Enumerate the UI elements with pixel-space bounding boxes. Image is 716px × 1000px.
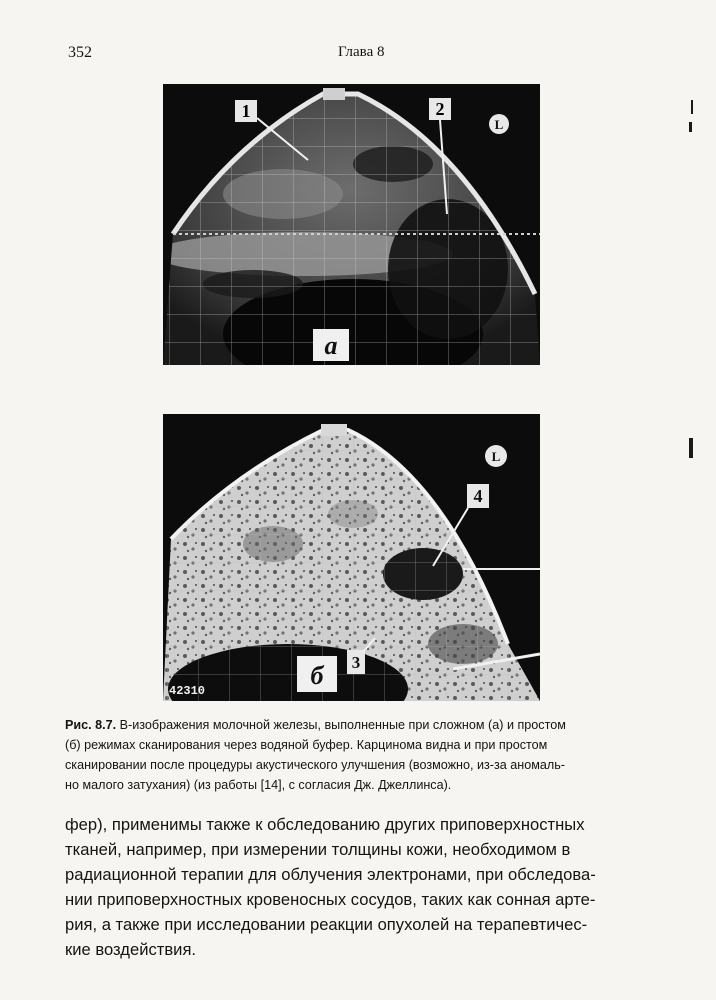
figure-caption (65, 715, 637, 795)
figure-a-ultrasound-image (163, 84, 540, 365)
image-code: 42310 (169, 684, 206, 698)
callout-4: 4 (473, 486, 483, 506)
panel-letter-a: а (324, 331, 338, 360)
body-line: рия, а также при исследовании реакции опухолей на терапевтичес- (65, 915, 588, 934)
page-number: 352 (68, 44, 92, 61)
callout-3: 3 (351, 653, 361, 672)
body-line: кие воздействия. (65, 940, 197, 959)
caption-line: сканировании после процедуры акустического улучшения (возможно, из-за аномаль- (65, 758, 565, 772)
body-line: радиационной терапии для облучения электронами, при обследова- (65, 865, 596, 884)
body-line: тканей, например, при измерении толщины кожи, необходимом в (65, 840, 571, 859)
callout-1: 1 (241, 101, 251, 121)
caption-line: Рис. 8.7. В-изображения молочной железы, выполненные при сложном (а) и простом (65, 718, 566, 732)
margin-mark (691, 100, 693, 114)
caption-line: но малого затухания) (из работы [14], с согласия Дж. Джеллинса). (65, 778, 452, 792)
margin-mark (689, 438, 693, 458)
l-marker: L (491, 449, 501, 464)
caption-label: Рис. 8.7. (65, 718, 117, 732)
l-marker: L (494, 117, 504, 132)
body-paragraph (65, 812, 637, 962)
body-line: нии приповерхностных кровеносных сосудов, таких как сонная арте- (65, 890, 596, 909)
panel-letter-b: б (310, 661, 324, 690)
callout-2: 2 (435, 99, 445, 119)
margin-mark (689, 122, 692, 132)
body-line: фер), применимы также к обследованию других приповерхностных (65, 815, 585, 834)
figure-b-ultrasound-image (163, 414, 540, 701)
caption-line: (б) режимах сканирования через водяной буфер. Карцинома видна и при простом (65, 738, 548, 752)
running-head: Глава 8 (338, 44, 385, 60)
